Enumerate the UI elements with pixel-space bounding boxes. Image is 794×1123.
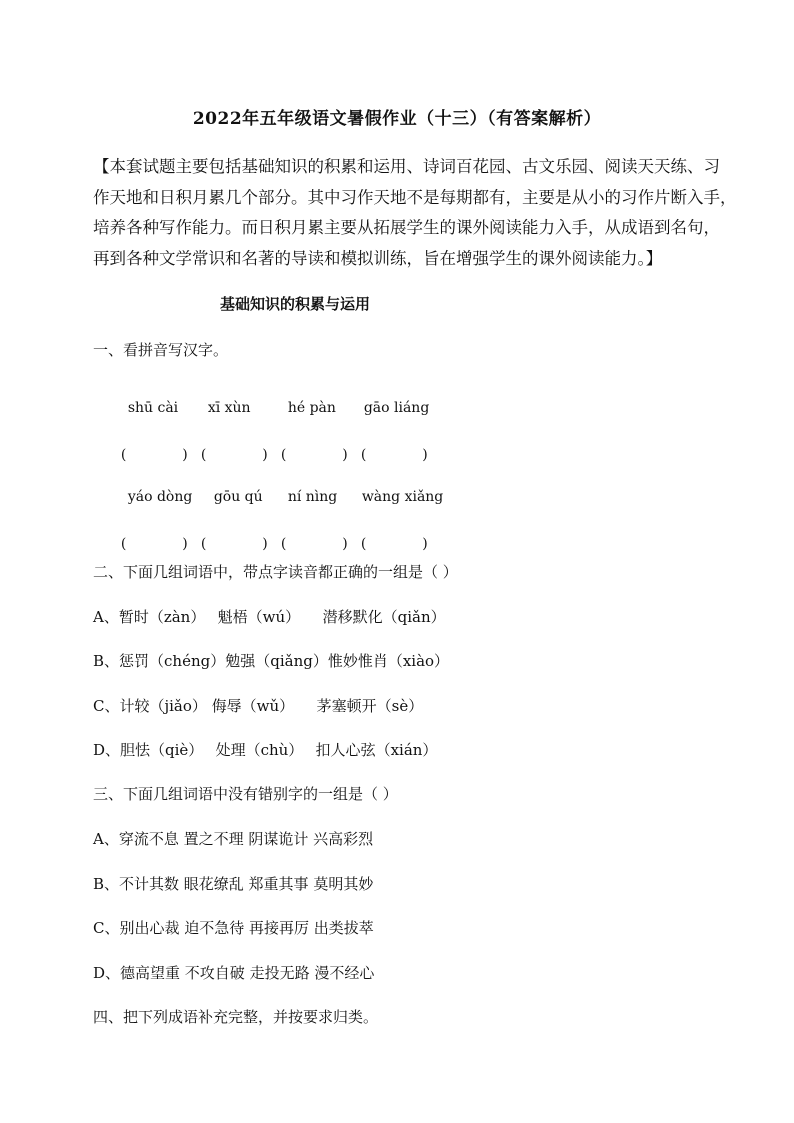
pinyin-item: wàng xiǎng [361,489,444,505]
intro-line: 培养各种写作能力。而日积月累主要从拓展学生的课外阅读能力入手，从成语到名句， [93,218,720,237]
q3-option-d: D、德高望重 不攻自破 走投无路 漫不经心 [93,964,375,982]
pinyin-row-2 [110,473,452,521]
pinyin-item: xī xùn [207,400,251,416]
intro-line: 【本套试题主要包括基础知识的积累和运用、诗词百花园、古文乐园、阅读天天练、习 [93,157,720,176]
q2-prompt: 二、下面几组词语中，带点字读音都正确的一组是（ ） [93,563,458,581]
answer-blank[interactable]: ( ) [360,447,428,463]
q3-option-b: B、不计其数 眼花缭乱 郑重其事 莫明其妙 [93,875,374,893]
intro-line: 再到各种文学常识和名著的导读和模拟训练，旨在增强学生的课外阅读能力。】 [93,248,663,268]
answer-blank[interactable]: ( ) [280,536,348,552]
q2-option-c: C、计较（jiǎo） 侮辱（wǔ） 茅塞顿开（sè） [93,697,424,715]
document-title: 2022年五年级语文暑假作业（十三）（有答案解析） [192,109,602,129]
answer-blank[interactable]: ( ) [200,447,268,463]
q4-prompt: 四、把下列成语补充完整，并按要求归类。 [93,1008,379,1026]
q3-prompt: 三、下面几组词语中没有错别字的一组是（ ） [93,785,398,803]
pinyin-item: hé pàn [287,400,336,416]
answer-blank[interactable]: ( ) [200,536,268,552]
answer-blank[interactable]: ( ) [120,536,188,552]
q3-option-c: C、别出心裁 迫不急待 再接再厉 出类拔萃 [93,919,374,937]
intro-paragraph [93,152,737,274]
intro-line: 作天地和日积月累几个部分。其中习作天地不是每期都有，主要是从小的习作片断入手， [93,187,737,207]
answer-blank[interactable]: ( ) [280,447,348,463]
pinyin-item: gāo liáng [363,400,430,416]
q2-option-d: D、胆怯（qiè） 处理（chù） 扣人心弦（xián） [93,741,438,759]
answer-blank[interactable]: ( ) [360,536,428,552]
pinyin-row-1 [110,384,454,432]
pinyin-item: ní nìng [287,489,338,505]
q1-prompt: 一、看拼音写汉字。 [93,341,229,359]
pinyin-item: gōu qú [213,489,263,505]
pinyin-item: shū cài [127,400,179,416]
q3-option-a: A、穿流不息 置之不理 阴谋诡计 兴高彩烈 [93,830,374,848]
answer-blank[interactable]: ( ) [120,447,188,463]
pinyin-item: yáo dòng [127,489,193,505]
section-title: 基础知识的积累与运用 [219,295,370,313]
q2-option-a: A、暂时（zàn） 魁梧（wú） 潜移默化（qiǎn） [93,608,446,626]
q2-option-b: B、惩罚（chéng）勉强（qiǎng）惟妙惟肖（xiào） [93,652,450,670]
